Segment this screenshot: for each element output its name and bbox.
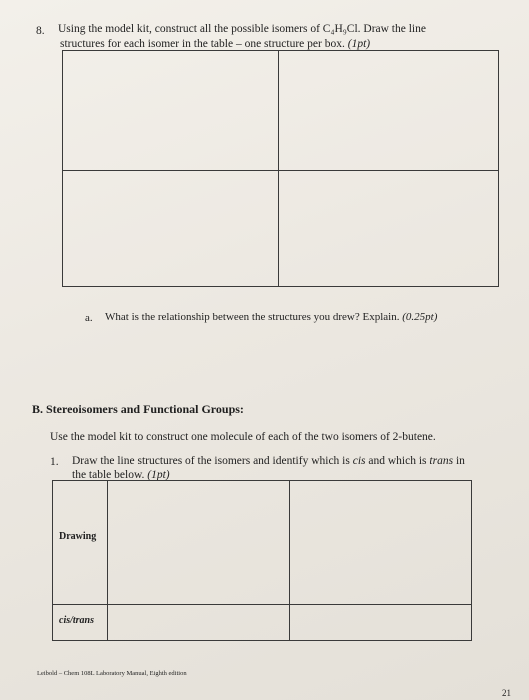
isomer-table xyxy=(62,50,499,287)
item-1-number: 1. xyxy=(50,456,59,468)
item-1-trans: trans xyxy=(429,455,454,467)
cistrans-cell-1[interactable] xyxy=(108,605,290,640)
question-8a-text: What is the relationship between the structures you drew? Explain. xyxy=(105,311,400,323)
question-8-number: 8. xyxy=(36,25,45,37)
isomer-box-3[interactable] xyxy=(63,171,279,286)
cistrans-cell-2[interactable] xyxy=(290,605,471,640)
question-8-text-line-1: Using the model kit, construct all the possible isomers of C₄H₉Cl. Draw the line xyxy=(58,23,426,35)
page-number: 21 xyxy=(502,688,511,698)
question-8-instruction: structures for each isomer in the table – one structure per box. xyxy=(60,38,345,50)
drawing-label-cell xyxy=(53,481,108,605)
item-1-text-c: in xyxy=(453,455,465,467)
item-1-text-d: the table below. xyxy=(72,469,145,481)
stereoisomer-table xyxy=(52,480,472,641)
isomer-box-4[interactable] xyxy=(279,171,498,286)
isomer-box-2[interactable] xyxy=(279,51,498,171)
question-8a-points: (0.25pt) xyxy=(402,311,438,323)
item-1-cis: cis xyxy=(352,455,366,467)
section-b-heading: B. Stereoisomers and Functional Groups: xyxy=(32,402,244,416)
cistrans-row-label: cis/trans xyxy=(59,615,95,626)
question-8-points: (1pt) xyxy=(347,38,371,50)
section-b-intro: Use the model kit to construct one molecule of each of the two isomers of 2-butene. xyxy=(50,431,436,443)
question-8a xyxy=(105,311,437,323)
drawing-cell-2[interactable] xyxy=(290,481,471,605)
item-1-line-1 xyxy=(72,455,465,467)
cistrans-label-cell xyxy=(53,605,108,640)
drawing-row-label: Drawing xyxy=(59,531,97,542)
item-1-text-a: Draw the line structures of the isomers and identify which is xyxy=(72,455,353,467)
item-1-text-b: and which is xyxy=(365,455,430,467)
question-8a-label: a. xyxy=(85,312,93,324)
drawing-cell-1[interactable] xyxy=(108,481,290,605)
isomer-box-1[interactable] xyxy=(63,51,279,171)
footer-text: Leibold – Chem 108L Laboratory Manual, Eighth edition xyxy=(37,670,187,677)
item-1-points: (1pt) xyxy=(147,469,170,481)
